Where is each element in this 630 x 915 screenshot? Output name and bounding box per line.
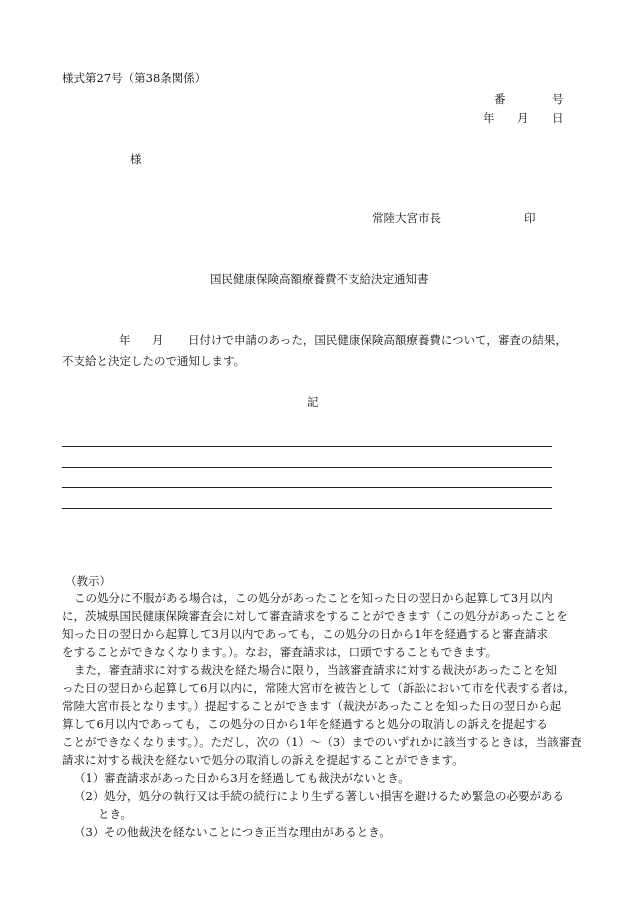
body-date-year: 年 — [119, 333, 131, 347]
body-date-month: 月 — [152, 333, 164, 347]
notice-paragraph-2 — [62, 661, 582, 769]
notice-p2-line-4: 算して6月以内であっても，この処分の日から1年を経過すると処分の取消しの訴えを提起する — [62, 717, 549, 731]
notice-p2-line-5: ことができなくなります。）。ただし，次の（1）～（3）までのいずれかに該当するときは，当該審査 — [62, 735, 582, 749]
notice-item-1 — [74, 769, 584, 787]
item-2-continuation: とき。 — [98, 807, 133, 821]
addressee-honorific: 様 — [130, 152, 142, 166]
notice-p1-line-3: 知った日の翌日から起算して3月以内であっても，この処分の日から1年を経過すると審査請求 — [62, 627, 549, 641]
blank-line-3 — [62, 487, 552, 488]
notice-item-3 — [74, 823, 584, 841]
blank-line-1 — [62, 446, 552, 447]
item-2-text: 処分，処分の執行又は手続の続行により生ずる著しい損害を避けるため緊急の必要がある — [104, 789, 564, 803]
notice-items — [74, 769, 584, 841]
number-label: 番 — [494, 92, 506, 106]
form-number: 様式第27号（第38条関係） — [62, 71, 207, 85]
notice-p1-line-1: この処分に不服がある場合は，この処分があったことを知った日の翌日から起算して3月以内 — [74, 591, 553, 605]
notice-paragraph-1 — [62, 589, 572, 661]
body-line1: 日付けで申請のあった，国民健康保険高額療養費について，審査の結果， — [188, 333, 567, 347]
header-date-year: 年 — [483, 111, 495, 125]
item-3-number: （3） — [74, 825, 105, 839]
item-1-text: 審査請求があった日から3月を経過しても裁決がないとき。 — [104, 771, 410, 785]
header-date-month: 月 — [517, 111, 529, 125]
seal-mark: 印 — [524, 211, 536, 225]
notice-p2-line-6: 請求に対する裁決を経ないで処分の取消しの訴えを提起することができます。 — [62, 753, 464, 767]
notice-p2-line-1: また，審査請求に対する裁決を経た場合に限り，当該審査請求に対する裁決があったことを知 — [74, 663, 557, 677]
header-date-day: 日 — [552, 111, 564, 125]
blank-line-2 — [62, 467, 552, 468]
item-3-text: その他裁決を経ないことにつき正当な理由があるとき。 — [104, 825, 391, 839]
body-line2: 不支給と決定したので通知します。 — [62, 354, 246, 368]
notice-p2-line-3: 常陸大宮市長となります。）提起することができます（裁決があったことを知った日の翌日から起 — [62, 699, 562, 713]
number-suffix: 号 — [552, 92, 564, 106]
notice-item-2 — [74, 787, 584, 805]
blank-line-4 — [62, 508, 552, 509]
document-title: 国民健康保険高額療養費不支給決定通知書 — [210, 272, 429, 286]
notice-p1-line-2: に，茨城県国民健康保険審査会に対して審査請求をすることができます（この処分があったことを — [62, 609, 568, 623]
notice-heading: （教示） — [65, 574, 111, 588]
ki-label: 記 — [307, 395, 319, 409]
issuer-name: 常陸大宮市長 — [372, 211, 441, 225]
notice-p1-line-4: をすることができなくなります。）。なお，審査請求は，口頭ですることもできます。 — [62, 645, 498, 659]
notice-p2-line-2: った日の翌日から起算して6月以内に，常陸大宮市を被告として（訴訟において市を代表する者は， — [62, 681, 576, 695]
item-2-number: （2） — [74, 789, 105, 803]
item-1-number: （1） — [74, 771, 105, 785]
